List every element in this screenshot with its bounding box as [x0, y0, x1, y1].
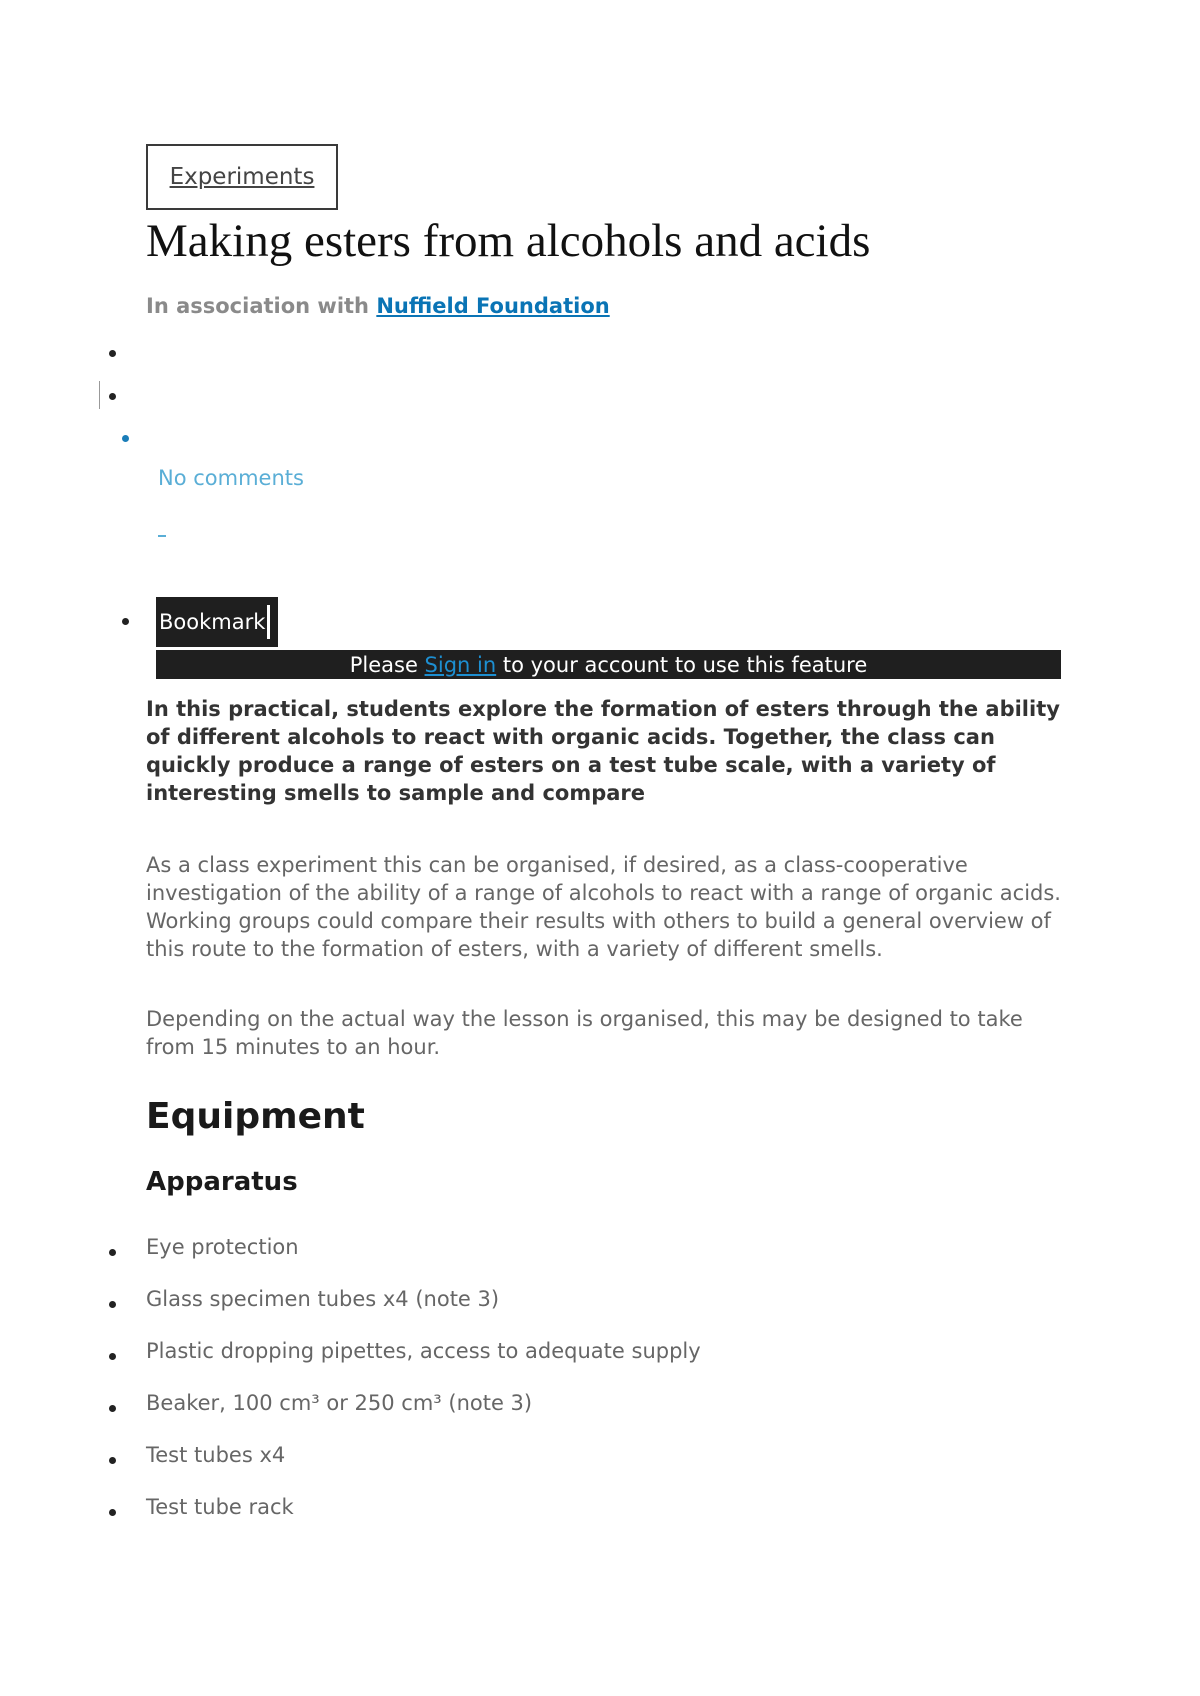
intro-lead: In this practical, students explore the formation of esters through the ability of different alcohols to react with organic acids. Together, the class can quickly produce a range of esters on a test tube scale, with a variety of interesting smells to sample and compare [146, 697, 1060, 805]
comments-bullet [122, 435, 129, 442]
list-bullet [109, 1249, 116, 1256]
share-bullet [109, 393, 116, 400]
signin-notice [156, 650, 1061, 679]
bookmark-bullet [122, 618, 129, 625]
apparatus-item: Beaker, 100 cm³ or 250 cm³ (note 3) [146, 1391, 533, 1415]
bookmark-button[interactable] [156, 597, 278, 647]
equipment-heading: Equipment [146, 1096, 365, 1137]
category-tag[interactable] [146, 144, 338, 210]
apparatus-item: Glass specimen tubes x4 (note 3) [146, 1287, 500, 1311]
list-bullet [109, 1509, 116, 1516]
text-caret [267, 605, 270, 639]
signin-link[interactable]: Sign in [424, 652, 497, 677]
text-cursor [99, 381, 100, 409]
apparatus-item: Test tubes x4 [146, 1443, 286, 1467]
bookmark-label: Bookmark [159, 610, 266, 634]
list-bullet [109, 1405, 116, 1412]
comments-dash [158, 535, 166, 537]
association-prefix: In association with [146, 294, 377, 318]
intro-paragraph-1: As a class experiment this can be organised, if desired, as a class-cooperative investigation of the ability of a range of alcohols to react with a range of organic acids. Working groups could compare their results with others to build a general overview of this route to the formation of esters, with a variety of different smells. [146, 853, 1061, 961]
intro-paragraph-2: Depending on the actual way the lesson is organised, this may be designed to take from 15 minutes to an hour. [146, 1007, 1023, 1059]
comments-link[interactable]: No comments [158, 466, 304, 490]
list-bullet [109, 1457, 116, 1464]
apparatus-item: Plastic dropping pipettes, access to adequate supply [146, 1339, 701, 1363]
list-bullet [109, 1301, 116, 1308]
apparatus-item: Test tube rack [146, 1495, 294, 1519]
apparatus-item: Eye protection [146, 1235, 299, 1259]
apparatus-heading: Apparatus [146, 1167, 298, 1197]
nuffield-foundation-link[interactable]: Nuffield Foundation [376, 294, 610, 318]
page-title: Making esters from alcohols and acids [146, 215, 871, 267]
signin-suffix: to your account to use this feature [496, 652, 868, 677]
category-link[interactable]: Experiments [169, 164, 315, 190]
signin-prefix: Please [349, 652, 425, 677]
association-line [146, 294, 610, 318]
list-bullet [109, 1353, 116, 1360]
share-bullet [109, 350, 116, 357]
